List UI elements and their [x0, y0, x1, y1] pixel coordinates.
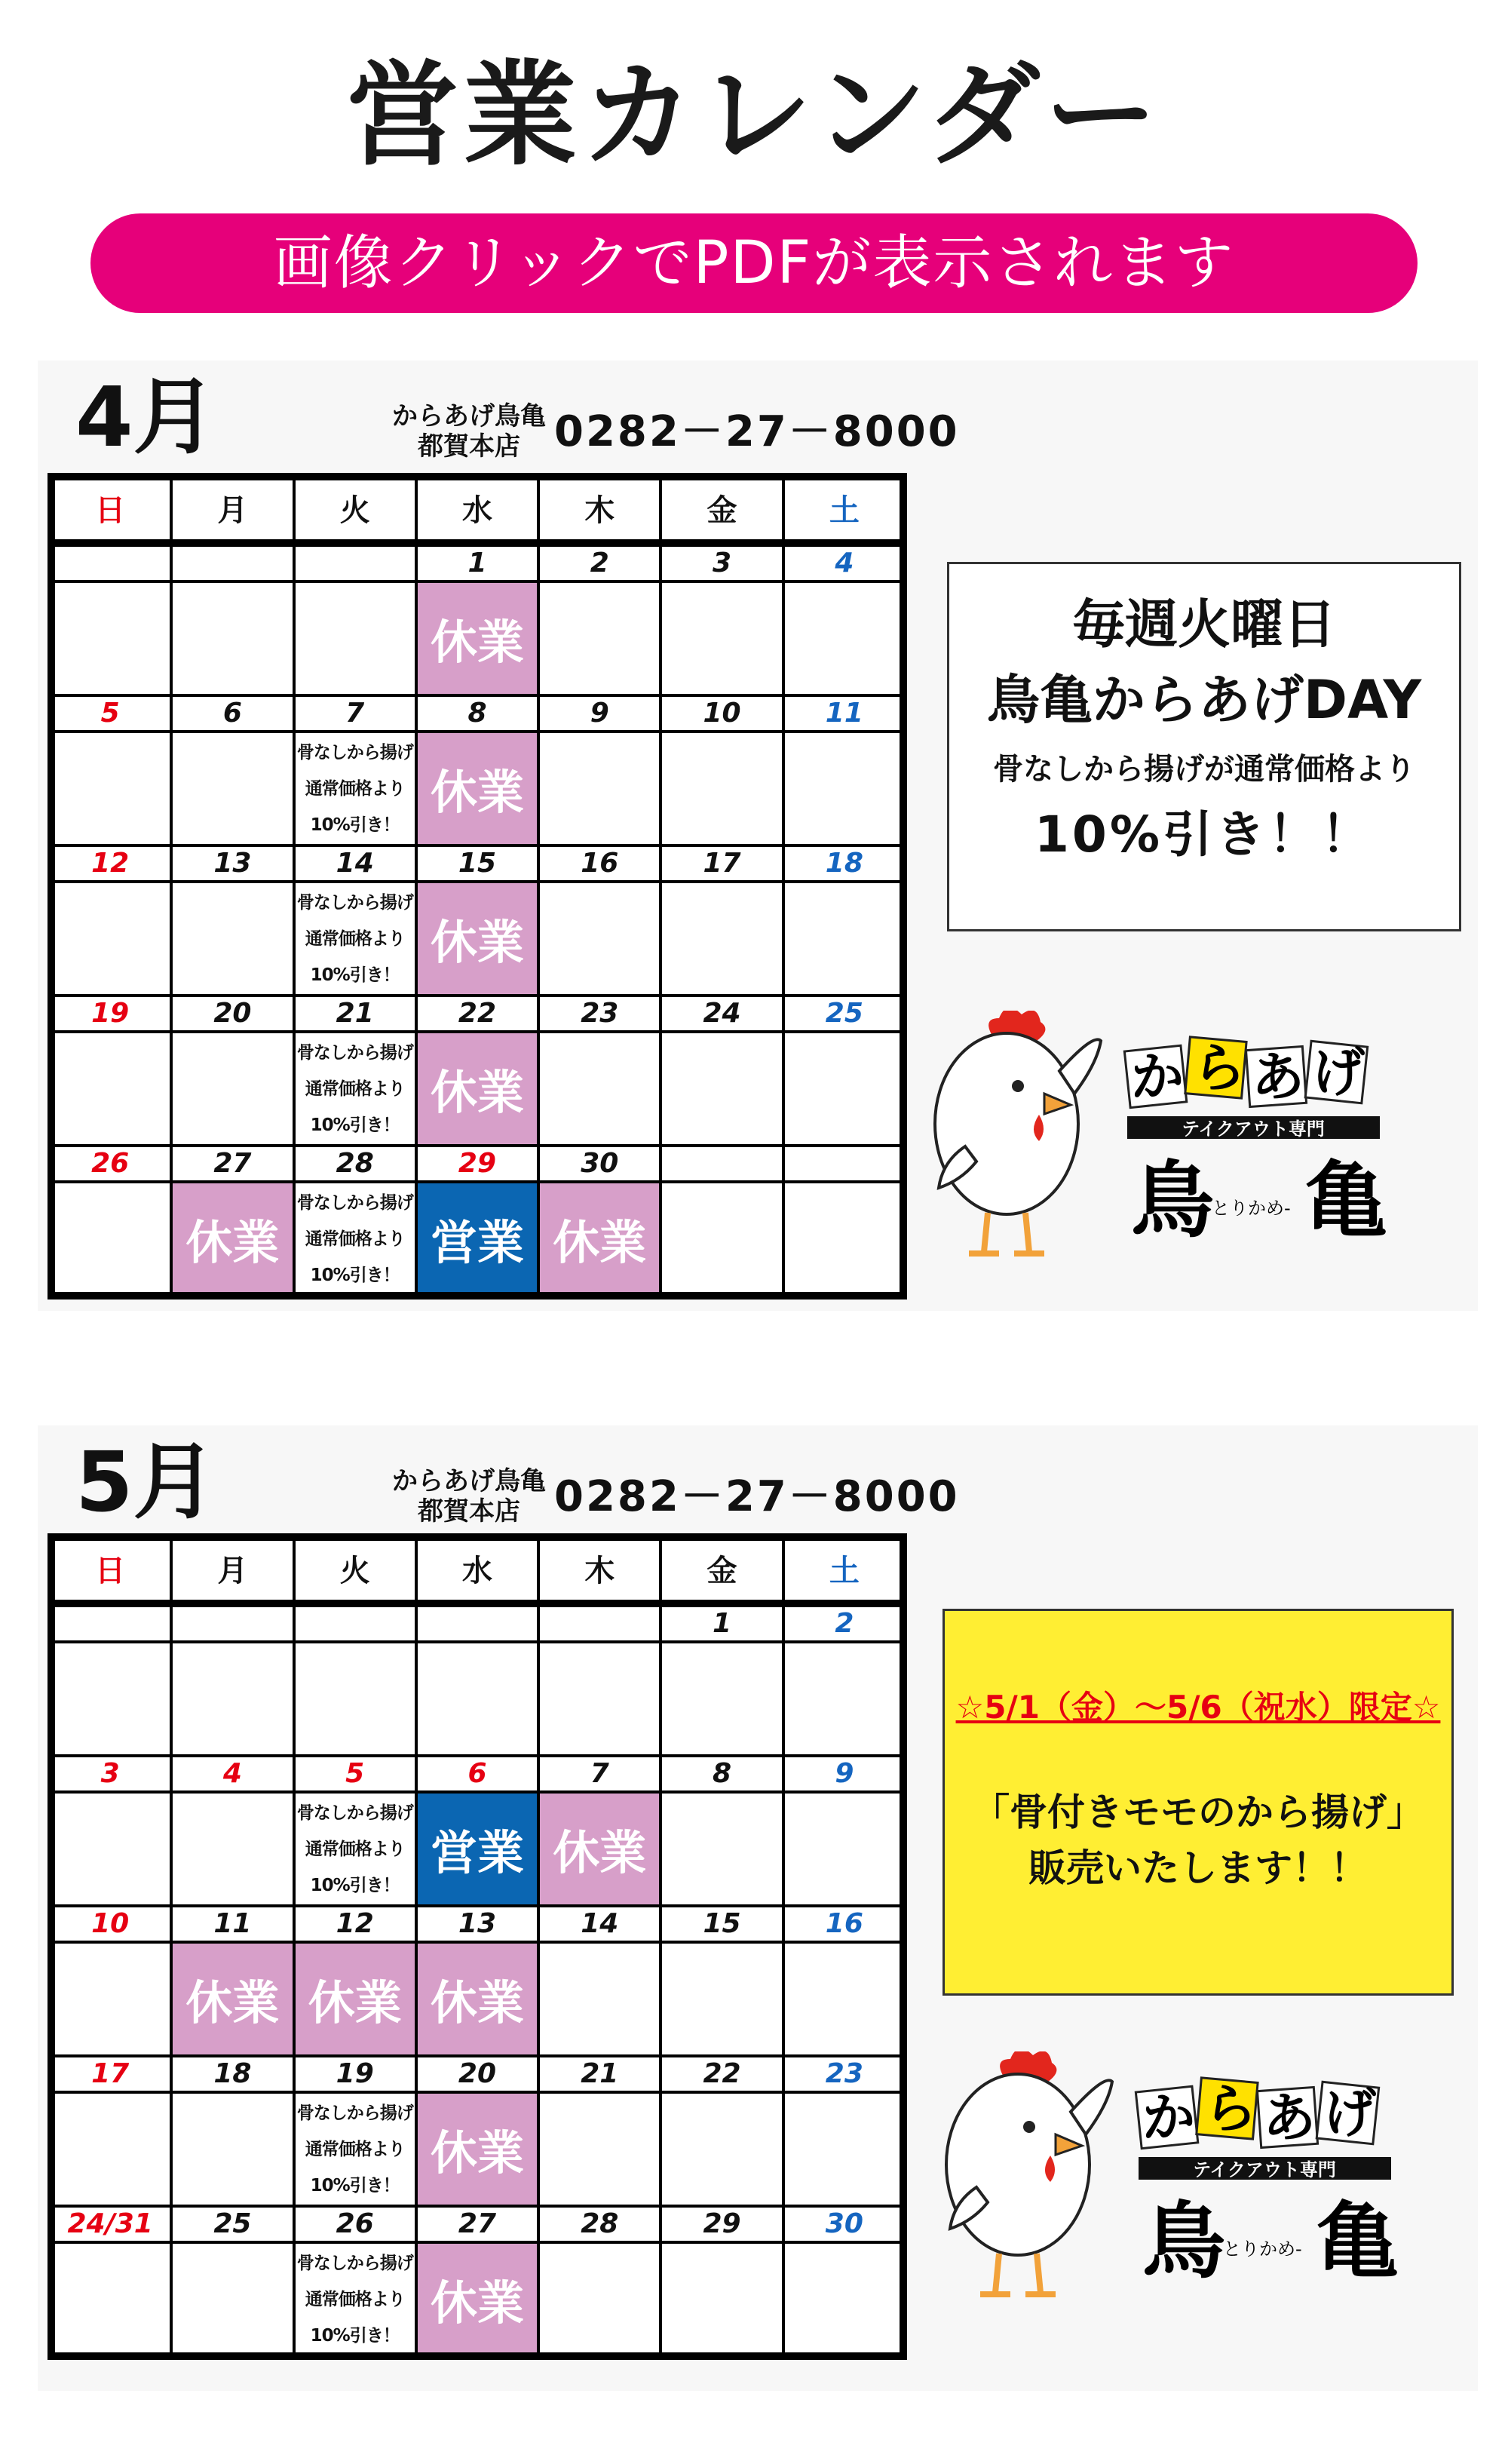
- may-promo-box: [942, 1609, 1454, 1996]
- empty-day-cell: [538, 1942, 661, 2056]
- date-number-row: [49, 695, 906, 732]
- date-number-row: [49, 1756, 906, 1792]
- promo-sale-text: 販売いたします！！: [1028, 1846, 1368, 1890]
- empty-day-cell: [49, 1942, 171, 2056]
- discount-note-line: 通常価格より: [305, 1079, 405, 1099]
- date-number-row: [49, 543, 906, 581]
- empty-day-cell: [294, 581, 416, 695]
- logo-char-3: あ: [1263, 2087, 1316, 2149]
- date-number: [294, 543, 416, 581]
- empty-day-cell: [661, 1792, 783, 1906]
- date-number: 16: [538, 845, 661, 882]
- date-number: 22: [416, 996, 538, 1032]
- date-status-row: [49, 581, 906, 695]
- date-number: 25: [783, 996, 906, 1032]
- empty-day-cell: [783, 1032, 906, 1146]
- weekday-header: 水: [416, 1535, 538, 1603]
- empty-day-cell: [661, 732, 783, 845]
- logo-subtitle: テイクアウト専門: [1193, 2159, 1336, 2180]
- tuesday-discount-note: [294, 2092, 416, 2206]
- weekday-header: 水: [416, 474, 538, 543]
- date-number: 24/31: [49, 2206, 171, 2242]
- empty-day-cell: [294, 1642, 416, 1756]
- discount-note-line: 10%引き！: [310, 1875, 400, 1895]
- discount-note-line: 骨なしから揚げ: [296, 742, 413, 763]
- date-number: 28: [294, 1146, 416, 1182]
- empty-day-cell: [49, 2242, 171, 2356]
- empty-day-cell: [661, 1182, 783, 1296]
- empty-day-cell: [661, 1642, 783, 1756]
- logo-reading: -とりかめ-: [1205, 1198, 1291, 1219]
- discount-note-line: 骨なしから揚げ: [296, 892, 413, 913]
- empty-day-cell: [661, 1942, 783, 2056]
- logo-name-right: 亀: [1304, 1152, 1387, 1249]
- date-number-row: [49, 1146, 906, 1182]
- empty-day-cell: [49, 882, 171, 996]
- empty-day-cell: [661, 581, 783, 695]
- may-month-label: 5月: [75, 1434, 216, 1530]
- weekday-header: 月: [171, 1535, 293, 1603]
- weekday-header-row: [49, 1535, 906, 1603]
- empty-day-cell: [538, 581, 661, 695]
- date-number: 29: [661, 2206, 783, 2242]
- date-number-row: [49, 996, 906, 1032]
- date-number: [171, 1603, 293, 1642]
- empty-day-cell: [49, 732, 171, 845]
- april-shop-name: [392, 401, 546, 462]
- empty-day-cell: [661, 2242, 783, 2356]
- empty-day-cell: [783, 2242, 906, 2356]
- empty-day-cell: [538, 732, 661, 845]
- date-number: [49, 543, 171, 581]
- date-status-row: [49, 2092, 906, 2206]
- promo-item-name: 「骨付きモモのから揚げ」: [972, 1790, 1424, 1834]
- date-number: 16: [783, 1906, 906, 1942]
- may-shop-name: [392, 1466, 546, 1527]
- date-number: 14: [538, 1906, 661, 1942]
- weekday-header: 土: [783, 1535, 906, 1603]
- discount-note-line: 骨なしから揚げ: [296, 1192, 413, 1213]
- date-number: 24: [661, 996, 783, 1032]
- logo-name-right: 亀: [1316, 2193, 1399, 2290]
- discount-note-line: 骨なしから揚げ: [296, 2253, 413, 2273]
- promo-day-title: 鳥亀からあげDAY: [986, 669, 1422, 731]
- empty-day-cell: [171, 732, 293, 845]
- tuesday-discount-note: [294, 732, 416, 845]
- date-number: 15: [661, 1906, 783, 1942]
- date-number: 11: [783, 695, 906, 732]
- logo-char-4: げ: [1312, 1042, 1365, 1103]
- empty-day-cell: [171, 1032, 293, 1146]
- empty-day-cell: [783, 1182, 906, 1296]
- closed-day-cell: 休業: [538, 1792, 661, 1906]
- logo-name-left: 鳥: [1142, 2193, 1225, 2290]
- logo-subtitle: テイクアウト専門: [1182, 1118, 1325, 1140]
- date-number: 3: [49, 1756, 171, 1792]
- date-number: 17: [661, 845, 783, 882]
- empty-day-cell: [49, 2092, 171, 2206]
- weekday-header: 月: [171, 474, 293, 543]
- date-number: 21: [294, 996, 416, 1032]
- tuesday-discount-note: [294, 882, 416, 996]
- april-phone: 0282－27－8000: [554, 407, 960, 456]
- tuesday-discount-note: [294, 1182, 416, 1296]
- empty-day-cell: [783, 1942, 906, 2056]
- logo-char-1: か: [1142, 2087, 1195, 2149]
- date-status-row: [49, 1032, 906, 1146]
- may-phone: 0282－27－8000: [554, 1472, 960, 1521]
- empty-day-cell: [783, 1642, 906, 1756]
- closed-day-cell: 休業: [416, 732, 538, 845]
- empty-day-cell: [416, 1642, 538, 1756]
- date-status-row: [49, 1642, 906, 1756]
- date-number: 29: [416, 1146, 538, 1182]
- date-number: 12: [49, 845, 171, 882]
- shop-name-line1: からあげ鳥亀: [392, 401, 546, 431]
- logo-reading: -とりかめ-: [1216, 2238, 1302, 2260]
- empty-day-cell: [538, 1642, 661, 1756]
- logo-char-2: ら: [1193, 1037, 1246, 1099]
- date-number: [538, 1603, 661, 1642]
- empty-day-cell: [171, 1642, 293, 1756]
- closed-day-cell: 休業: [416, 2092, 538, 2206]
- date-number: 23: [538, 996, 661, 1032]
- discount-note-line: 10%引き！: [310, 965, 400, 985]
- date-number: 11: [171, 1906, 293, 1942]
- logo-char-3: あ: [1252, 1046, 1304, 1108]
- discount-note-line: 通常価格より: [305, 2289, 405, 2309]
- closed-day-cell: 休業: [416, 1942, 538, 2056]
- empty-day-cell: [538, 2242, 661, 2356]
- date-number: 10: [661, 695, 783, 732]
- date-number: [294, 1603, 416, 1642]
- date-status-row: [49, 1942, 906, 2056]
- date-status-row: [49, 2242, 906, 2356]
- promo-limited-period: ☆5/1（金）～5/6（祝水）限定☆: [955, 1689, 1441, 1726]
- empty-day-cell: [538, 2092, 661, 2206]
- date-number-row: [49, 2056, 906, 2092]
- weekday-header: 土: [783, 474, 906, 543]
- promo-discount: 10%引き！！: [1034, 805, 1374, 864]
- closed-day-cell: 休業: [416, 1032, 538, 1146]
- date-number: 15: [416, 845, 538, 882]
- discount-note-line: 通常価格より: [305, 1229, 405, 1249]
- discount-note-line: 10%引き！: [310, 2325, 400, 2346]
- logo-karaage-text: [1124, 1037, 1367, 1108]
- date-number: 13: [416, 1906, 538, 1942]
- weekday-header: 金: [661, 474, 783, 543]
- open-day-cell: 営業: [416, 1182, 538, 1296]
- date-number: 5: [294, 1756, 416, 1792]
- date-number: 23: [783, 2056, 906, 2092]
- date-number: [416, 1603, 538, 1642]
- closed-day-cell: 休業: [416, 882, 538, 996]
- date-number: 4: [783, 543, 906, 581]
- empty-day-cell: [49, 1792, 171, 1906]
- date-number: 22: [661, 2056, 783, 2092]
- logo-char-2: ら: [1204, 2078, 1257, 2140]
- empty-day-cell: [171, 581, 293, 695]
- date-status-row: [49, 1182, 906, 1296]
- date-number: 5: [49, 695, 171, 732]
- empty-day-cell: [171, 2242, 293, 2356]
- date-number: 28: [538, 2206, 661, 2242]
- tuesday-discount-note: [294, 1792, 416, 1906]
- date-number: 6: [171, 695, 293, 732]
- discount-note-line: 通常価格より: [305, 928, 405, 949]
- chicken-mascot-icon: [935, 1011, 1101, 1253]
- shop-name-line1: からあげ鳥亀: [392, 1466, 546, 1496]
- date-number: 18: [783, 845, 906, 882]
- date-number: 8: [661, 1756, 783, 1792]
- date-number: 6: [416, 1756, 538, 1792]
- empty-day-cell: [783, 2092, 906, 2206]
- tuesday-discount-note: [294, 2242, 416, 2356]
- empty-day-cell: [538, 1032, 661, 1146]
- date-number: 27: [416, 2206, 538, 2242]
- may-calendar: [48, 1533, 907, 2358]
- date-number: 7: [538, 1756, 661, 1792]
- april-promo-box: [947, 562, 1461, 931]
- date-number: 19: [49, 996, 171, 1032]
- date-number: 13: [171, 845, 293, 882]
- empty-day-cell: [171, 2092, 293, 2206]
- discount-note-line: 10%引き！: [310, 815, 400, 835]
- date-number: 27: [171, 1146, 293, 1182]
- date-number-row: [49, 1906, 906, 1942]
- chicken-mascot-icon: [946, 2051, 1112, 2294]
- date-number: 3: [661, 543, 783, 581]
- date-number: 26: [294, 2206, 416, 2242]
- promo-description: 骨なしから揚げが通常価格より: [993, 752, 1415, 787]
- weekday-header: 木: [538, 1535, 661, 1603]
- date-number: 9: [538, 695, 661, 732]
- empty-day-cell: [661, 2092, 783, 2206]
- closed-day-cell: 休業: [171, 1942, 293, 2056]
- empty-day-cell: [171, 882, 293, 996]
- weekday-header: 日: [49, 1535, 171, 1603]
- date-number: 1: [416, 543, 538, 581]
- date-number: 10: [49, 1906, 171, 1942]
- date-status-row: [49, 1792, 906, 1906]
- date-status-row: [49, 882, 906, 996]
- discount-note-line: 通常価格より: [305, 1839, 405, 1859]
- empty-day-cell: [661, 882, 783, 996]
- april-month-label: 4月: [75, 369, 216, 465]
- date-status-row: [49, 732, 906, 845]
- empty-day-cell: [49, 1642, 171, 1756]
- closed-day-cell: 休業: [416, 581, 538, 695]
- date-number: 12: [294, 1906, 416, 1942]
- empty-day-cell: [783, 732, 906, 845]
- date-number: 2: [783, 1603, 906, 1642]
- tuesday-discount-note: [294, 1032, 416, 1146]
- date-number: [661, 1146, 783, 1182]
- empty-day-cell: [49, 1032, 171, 1146]
- empty-day-cell: [49, 581, 171, 695]
- weekday-header: 火: [294, 1535, 416, 1603]
- discount-note-line: 骨なしから揚げ: [296, 1042, 413, 1063]
- closed-day-cell: 休業: [538, 1182, 661, 1296]
- promo-weekly-title: 毎週火曜日: [1072, 594, 1336, 655]
- date-number: 30: [538, 1146, 661, 1182]
- weekday-header: 日: [49, 474, 171, 543]
- logo-may: [916, 2051, 1444, 2308]
- date-number: [49, 1603, 171, 1642]
- date-number: 30: [783, 2206, 906, 2242]
- discount-note-line: 通常価格より: [305, 778, 405, 799]
- empty-day-cell: [783, 581, 906, 695]
- date-number: 8: [416, 695, 538, 732]
- date-number: 21: [538, 2056, 661, 2092]
- logo-karaage-text: [1136, 2078, 1378, 2149]
- shop-name-line2: 都賀本店: [418, 1496, 520, 1527]
- weekday-header-row: [49, 474, 906, 543]
- date-number: 4: [171, 1756, 293, 1792]
- logo-april: [905, 1011, 1433, 1267]
- date-number: 20: [416, 2056, 538, 2092]
- discount-note-line: 骨なしから揚げ: [296, 1803, 413, 1823]
- weekday-header: 金: [661, 1535, 783, 1603]
- date-number: 9: [783, 1756, 906, 1792]
- page-title: 営業カレンダー: [345, 50, 1163, 181]
- logo-char-1: か: [1131, 1046, 1184, 1108]
- date-number: 14: [294, 845, 416, 882]
- date-number: 1: [661, 1603, 783, 1642]
- date-number: 26: [49, 1146, 171, 1182]
- empty-day-cell: [783, 882, 906, 996]
- date-number: 2: [538, 543, 661, 581]
- logo-char-4: げ: [1323, 2082, 1376, 2144]
- empty-day-cell: [783, 1792, 906, 1906]
- discount-note-line: 10%引き！: [310, 1265, 400, 1285]
- date-number-row: [49, 1603, 906, 1642]
- logo-name-left: 鳥: [1131, 1152, 1214, 1249]
- discount-note-line: 10%引き！: [310, 1115, 400, 1135]
- date-number: 17: [49, 2056, 171, 2092]
- closed-day-cell: 休業: [416, 2242, 538, 2356]
- empty-day-cell: [661, 1032, 783, 1146]
- date-number-row: [49, 845, 906, 882]
- weekday-header: 火: [294, 474, 416, 543]
- weekday-header: 木: [538, 474, 661, 543]
- empty-day-cell: [171, 1792, 293, 1906]
- date-number: 20: [171, 996, 293, 1032]
- open-day-cell: 営業: [416, 1792, 538, 1906]
- shop-name-line2: 都賀本店: [418, 431, 520, 462]
- date-number-row: [49, 2206, 906, 2242]
- empty-day-cell: [538, 882, 661, 996]
- empty-day-cell: [49, 1182, 171, 1296]
- closed-day-cell: 休業: [171, 1182, 293, 1296]
- date-number: [783, 1146, 906, 1182]
- date-number: 19: [294, 2056, 416, 2092]
- closed-day-cell: 休業: [294, 1942, 416, 2056]
- date-number: [171, 543, 293, 581]
- april-calendar: [48, 473, 907, 1297]
- date-number: 25: [171, 2206, 293, 2242]
- discount-note-line: 10%引き！: [310, 2175, 400, 2196]
- date-number: 18: [171, 2056, 293, 2092]
- discount-note-line: 骨なしから揚げ: [296, 2103, 413, 2123]
- date-number: 7: [294, 695, 416, 732]
- pdf-banner-button[interactable]: 画像クリックでPDFが表示されます: [90, 213, 1418, 313]
- discount-note-line: 通常価格より: [305, 2139, 405, 2159]
